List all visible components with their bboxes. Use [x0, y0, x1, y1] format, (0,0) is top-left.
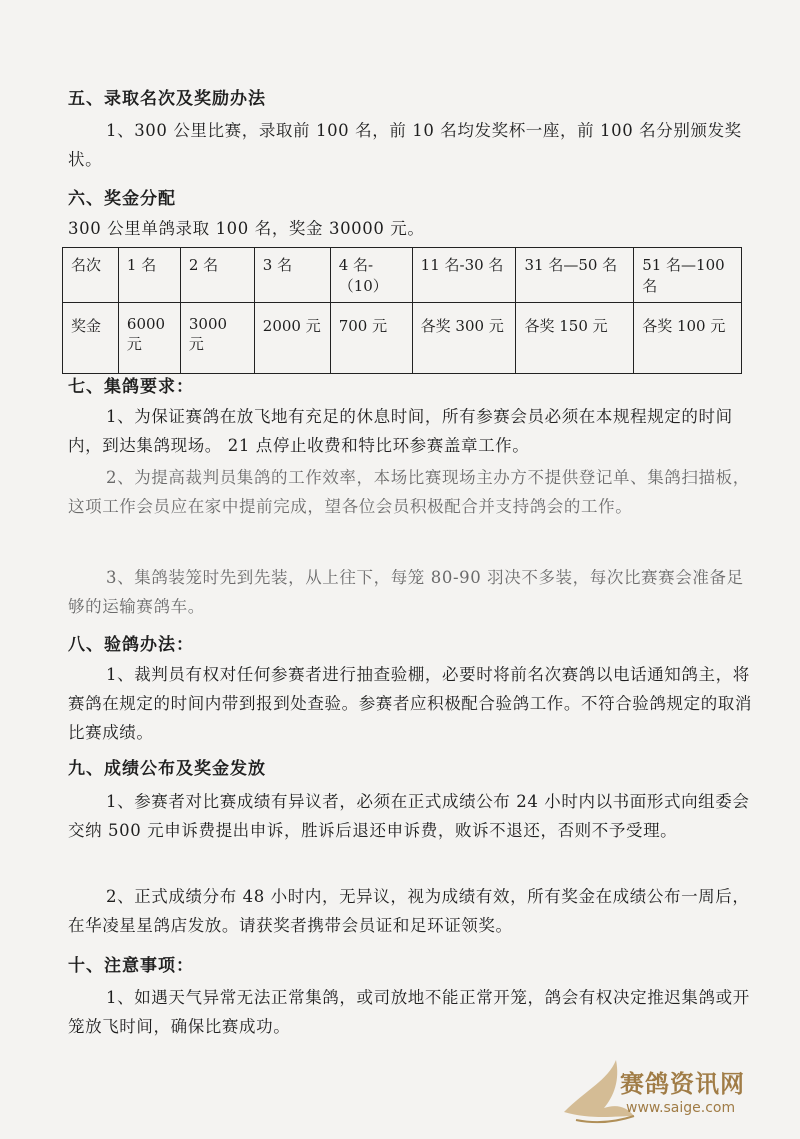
- section-9-paragraph-2: 2、正式成绩分布 48 小时内，无异议，视为成绩有效，所有奖金在成绩公布一周后，在华凌星星鸽店发放。请获奖者携带会员证和足环证领奖。: [68, 887, 750, 935]
- table-header-cell: 1 名: [118, 248, 180, 303]
- section-10-paragraph-1: 1、如遇天气异常无法正常集鸽，或司放地不能正常开笼，鸽会有权决定推迟集鸽或开笼放飞时间，确保比赛成功。: [68, 988, 750, 1036]
- watermark-site-name: 赛鸽资讯网: [620, 1070, 745, 1098]
- section-7-paragraph-3: 3、集鸽装笼时先到先装，从上往下，每笼 80-90 羽决不多装，每次比赛赛会准备足够的运输赛鸽车。: [68, 568, 744, 616]
- section-5-title: 五、录取名次及奖励办法: [68, 89, 266, 109]
- table-cell: 奖金: [63, 303, 119, 374]
- section-7-paragraph-2: 2、为提高裁判员集鸽的工作效率，本场比赛现场主办方不提供登记单、集鸽扫描板，这项工作会员应在家中提前完成，望各位会员积极配合并支持鸽会的工作。: [68, 468, 750, 516]
- section-6-intro: 300 公里单鸽录取 100 名，奖金 30000 元。: [68, 219, 425, 238]
- section-8-title: 八、验鸽办法：: [68, 635, 194, 655]
- watermark-site-url: www.saige.com: [626, 1100, 736, 1116]
- table-cell: 3000 元: [180, 303, 254, 374]
- section-6-title: 六、奖金分配: [68, 189, 176, 209]
- section-8-paragraph-1: 1、裁判员有权对任何参赛者进行抽查验棚，必要时将前名次赛鸽以电话通知鸽主，将赛鸽在规定的时间内带到报到处查验。参赛者应积极配合验鸽工作。不符合验鸽规定的取消比赛成绩。: [68, 665, 752, 742]
- table-row: [63, 303, 742, 374]
- section-7-title: 七、集鸽要求：: [68, 377, 194, 397]
- table-header-cell: 51 名—100 名: [634, 248, 742, 303]
- table-header-cell: 4 名-（10）: [330, 248, 412, 303]
- section-9-paragraph-1: 1、参赛者对比赛成绩有异议者，必须在正式成绩公布 24 小时内以书面形式向组委会交纳 500 元申诉费提出申诉，胜诉后退还申诉费，败诉不退还，否则不予受理。: [68, 792, 750, 840]
- table-header-cell: 3 名: [254, 248, 330, 303]
- table-header-cell: 31 名—50 名: [516, 248, 634, 303]
- section-10-title: 十、注意事项：: [68, 956, 194, 976]
- prize-table: [62, 247, 742, 374]
- table-header-cell: 11 名-30 名: [412, 248, 516, 303]
- table-row: [63, 248, 742, 303]
- table-cell: 各奖 300 元: [412, 303, 516, 374]
- table-cell: 各奖 150 元: [516, 303, 634, 374]
- section-7-paragraph-1: 1、为保证赛鸽在放飞地有充足的休息时间，所有参赛会员必须在本规程规定的时间内，到达集鸽现场。 21 点停止收费和特比环参赛盖章工作。: [68, 407, 733, 455]
- table-header-cell: 名次: [63, 248, 119, 303]
- table-cell: 700 元: [330, 303, 412, 374]
- table-cell: 2000 元: [254, 303, 330, 374]
- section-5-paragraph-1: 1、300 公里比赛，录取前 100 名，前 10 名均发奖杯一座，前 100 名分别颁发奖状。: [68, 121, 742, 169]
- table-cell: 6000 元: [118, 303, 180, 374]
- table-cell: 各奖 100 元: [634, 303, 742, 374]
- section-9-title: 九、成绩公布及奖金发放: [68, 759, 266, 779]
- table-header-cell: 2 名: [180, 248, 254, 303]
